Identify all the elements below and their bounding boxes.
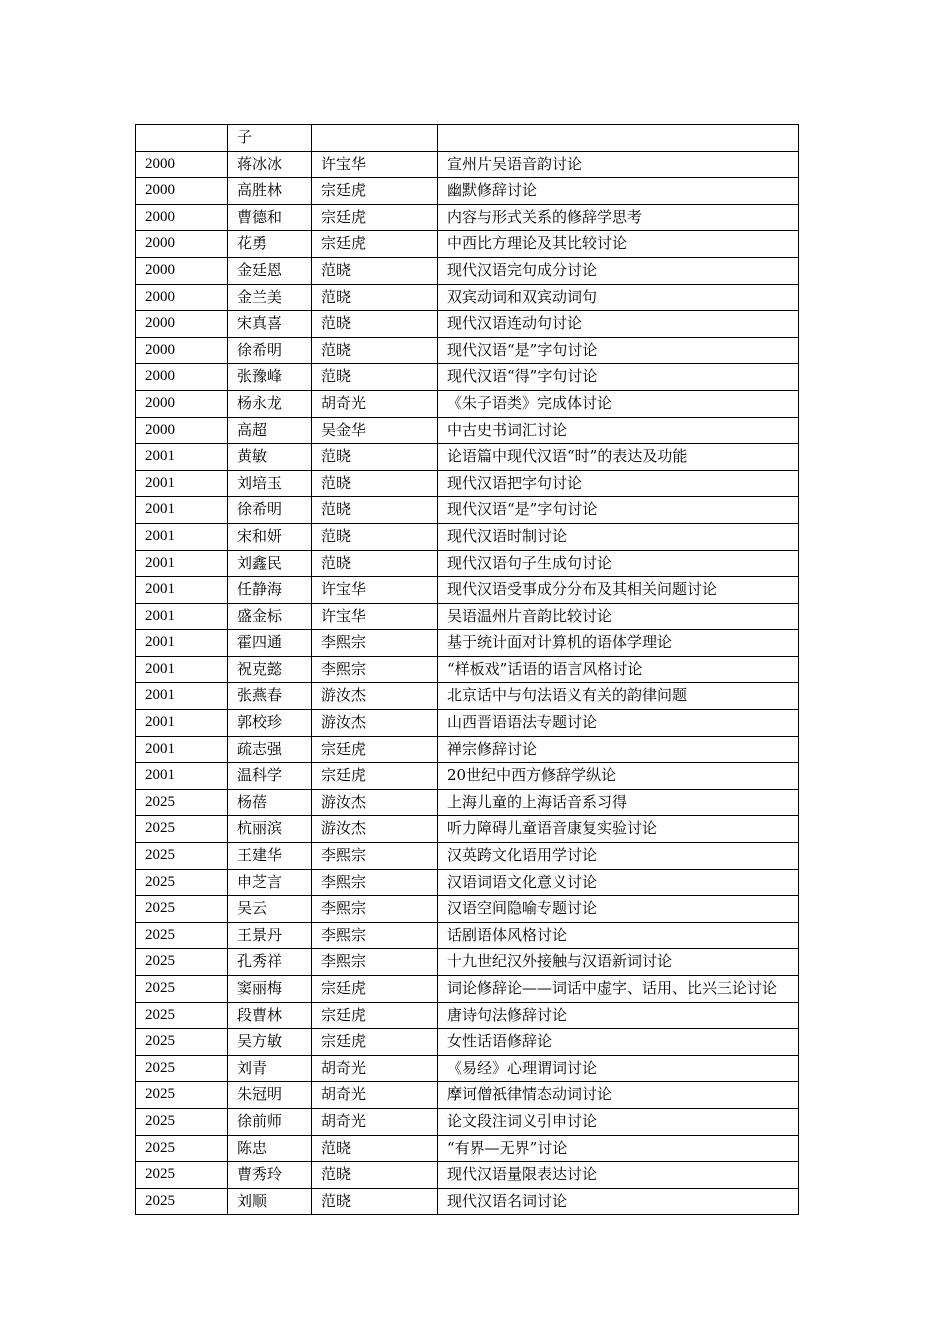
title-cell: 内容与形式关系的修辞学思考: [438, 204, 799, 231]
title-cell: “有界—无界”讨论: [438, 1135, 799, 1162]
advisor-cell: 宗廷虎: [312, 178, 438, 205]
table-row: [136, 603, 799, 630]
table-row: [136, 710, 799, 737]
year-cell: 2000: [136, 151, 228, 178]
year-cell: [136, 125, 228, 152]
year-cell: 2001: [136, 444, 228, 471]
thesis-table: [135, 124, 799, 1215]
table-row: [136, 284, 799, 311]
advisor-cell: 范晓: [312, 1162, 438, 1189]
table-row: [136, 922, 799, 949]
author-cell: 吴方敏: [228, 1029, 312, 1056]
year-cell: 2025: [136, 843, 228, 870]
advisor-cell: 范晓: [312, 337, 438, 364]
year-cell: 2001: [136, 736, 228, 763]
table-row: [136, 656, 799, 683]
title-cell: 现代汉语连动句讨论: [438, 311, 799, 338]
advisor-cell: 游汝杰: [312, 789, 438, 816]
advisor-cell: 范晓: [312, 497, 438, 524]
year-cell: 2000: [136, 231, 228, 258]
title-cell: 双宾动词和双宾动词句: [438, 284, 799, 311]
table-row: [136, 1135, 799, 1162]
title-cell: 现代汉语名词讨论: [438, 1188, 799, 1215]
table-row: [136, 1002, 799, 1029]
title-cell: 北京话中与句法语义有关的韵律问题: [438, 683, 799, 710]
advisor-cell: 宗廷虎: [312, 736, 438, 763]
author-cell: 宋和妍: [228, 523, 312, 550]
author-cell: 任静海: [228, 577, 312, 604]
author-cell: 霍四通: [228, 630, 312, 657]
author-cell: 黄敏: [228, 444, 312, 471]
title-cell: 中古史书词汇讨论: [438, 417, 799, 444]
year-cell: 2000: [136, 311, 228, 338]
table-body: [136, 125, 799, 1215]
title-cell: 基于统计面对计算机的语体学理论: [438, 630, 799, 657]
author-cell: 徐前师: [228, 1108, 312, 1135]
advisor-cell: 游汝杰: [312, 683, 438, 710]
year-cell: 2001: [136, 710, 228, 737]
advisor-cell: 宗廷虎: [312, 1002, 438, 1029]
author-cell: 申芝言: [228, 869, 312, 896]
author-cell: 王建华: [228, 843, 312, 870]
author-cell: 窦丽梅: [228, 976, 312, 1003]
title-cell: 现代汉语句子生成句讨论: [438, 550, 799, 577]
advisor-cell: 宗廷虎: [312, 976, 438, 1003]
year-cell: 2025: [136, 1188, 228, 1215]
title-cell: 20世纪中西方修辞学纵论: [438, 763, 799, 790]
title-cell: 听力障碍儿童语音康复实验讨论: [438, 816, 799, 843]
title-cell: 中西比方理论及其比较讨论: [438, 231, 799, 258]
table-row: [136, 364, 799, 391]
author-cell: 祝克懿: [228, 656, 312, 683]
title-cell: 现代汉语把字句讨论: [438, 470, 799, 497]
year-cell: 2001: [136, 550, 228, 577]
year-cell: 2025: [136, 816, 228, 843]
advisor-cell: 吴金华: [312, 417, 438, 444]
title-cell: 山西晋语语法专题讨论: [438, 710, 799, 737]
table-row: [136, 1188, 799, 1215]
table-row: [136, 151, 799, 178]
author-cell: 王景丹: [228, 922, 312, 949]
author-cell: 孔秀祥: [228, 949, 312, 976]
title-cell: 现代汉语“得”字句讨论: [438, 364, 799, 391]
author-cell: 曹德和: [228, 204, 312, 231]
title-cell: 论文段注词义引申讨论: [438, 1108, 799, 1135]
author-cell: 吴云: [228, 896, 312, 923]
table-row: [136, 1162, 799, 1189]
author-cell: 张燕春: [228, 683, 312, 710]
author-cell: 杭丽滨: [228, 816, 312, 843]
author-cell: 徐希明: [228, 497, 312, 524]
title-cell: 汉语词语文化意义讨论: [438, 869, 799, 896]
author-cell: 刘培玉: [228, 470, 312, 497]
advisor-cell: 李熙宗: [312, 656, 438, 683]
title-cell: 论语篇中现代汉语“时”的表达及功能: [438, 444, 799, 471]
table-row: [136, 976, 799, 1003]
year-cell: 2000: [136, 284, 228, 311]
author-cell: 花勇: [228, 231, 312, 258]
author-cell: 高胜林: [228, 178, 312, 205]
title-cell: 汉语空间隐喻专题讨论: [438, 896, 799, 923]
advisor-cell: 李熙宗: [312, 922, 438, 949]
title-cell: 幽默修辞讨论: [438, 178, 799, 205]
title-cell: 十九世纪汉外接触与汉语新词讨论: [438, 949, 799, 976]
year-cell: 2000: [136, 417, 228, 444]
advisor-cell: 胡奇光: [312, 1108, 438, 1135]
table-row: [136, 311, 799, 338]
table-row: [136, 1108, 799, 1135]
author-cell: 子: [228, 125, 312, 152]
title-cell: 女性话语修辞论: [438, 1029, 799, 1056]
year-cell: 2001: [136, 603, 228, 630]
year-cell: 2001: [136, 523, 228, 550]
title-cell: 禅宗修辞讨论: [438, 736, 799, 763]
year-cell: 2000: [136, 178, 228, 205]
title-cell: 现代汉语完句成分讨论: [438, 257, 799, 284]
table-row: [136, 1082, 799, 1109]
table-row: [136, 736, 799, 763]
table-row: [136, 949, 799, 976]
title-cell: 词论修辞论——词话中虚字、话用、比兴三论讨论: [438, 976, 799, 1003]
table-row: [136, 417, 799, 444]
table-row: [136, 523, 799, 550]
title-cell: 现代汉语“是”字句讨论: [438, 497, 799, 524]
table-row: [136, 550, 799, 577]
advisor-cell: 宗廷虎: [312, 763, 438, 790]
author-cell: 温科学: [228, 763, 312, 790]
advisor-cell: 范晓: [312, 550, 438, 577]
author-cell: 张豫峰: [228, 364, 312, 391]
author-cell: 疏志强: [228, 736, 312, 763]
year-cell: 2001: [136, 470, 228, 497]
table-row: [136, 816, 799, 843]
year-cell: 2000: [136, 390, 228, 417]
table-row: [136, 1055, 799, 1082]
year-cell: 2001: [136, 630, 228, 657]
year-cell: 2025: [136, 1135, 228, 1162]
title-cell: 现代汉语受事成分分布及其相关问题讨论: [438, 577, 799, 604]
table-row: [136, 630, 799, 657]
advisor-cell: 范晓: [312, 311, 438, 338]
author-cell: 杨蓓: [228, 789, 312, 816]
title-cell: [438, 125, 799, 152]
title-cell: 话剧语体风格讨论: [438, 922, 799, 949]
year-cell: 2025: [136, 789, 228, 816]
advisor-cell: 李熙宗: [312, 949, 438, 976]
table-row: [136, 1029, 799, 1056]
year-cell: 2000: [136, 337, 228, 364]
author-cell: 杨永龙: [228, 390, 312, 417]
advisor-cell: 胡奇光: [312, 390, 438, 417]
advisor-cell: 胡奇光: [312, 1082, 438, 1109]
table-row: [136, 470, 799, 497]
table-row: [136, 789, 799, 816]
title-cell: 摩诃僧祇律情态动词讨论: [438, 1082, 799, 1109]
year-cell: 2001: [136, 683, 228, 710]
table-row: [136, 869, 799, 896]
table-row: [136, 390, 799, 417]
author-cell: 曹秀玲: [228, 1162, 312, 1189]
year-cell: 2025: [136, 949, 228, 976]
advisor-cell: 李熙宗: [312, 843, 438, 870]
title-cell: 《朱子语类》完成体讨论: [438, 390, 799, 417]
year-cell: 2025: [136, 922, 228, 949]
advisor-cell: 范晓: [312, 444, 438, 471]
table-row: [136, 178, 799, 205]
title-cell: 《易经》心理谓词讨论: [438, 1055, 799, 1082]
author-cell: 金廷恩: [228, 257, 312, 284]
advisor-cell: 范晓: [312, 1188, 438, 1215]
advisor-cell: 李熙宗: [312, 630, 438, 657]
advisor-cell: 李熙宗: [312, 869, 438, 896]
year-cell: 2001: [136, 656, 228, 683]
author-cell: 金兰美: [228, 284, 312, 311]
advisor-cell: 许宝华: [312, 577, 438, 604]
year-cell: 2000: [136, 204, 228, 231]
advisor-cell: 游汝杰: [312, 710, 438, 737]
advisor-cell: 范晓: [312, 364, 438, 391]
year-cell: 2000: [136, 364, 228, 391]
advisor-cell: 李熙宗: [312, 896, 438, 923]
advisor-cell: 范晓: [312, 1135, 438, 1162]
title-cell: 现代汉语量限表达讨论: [438, 1162, 799, 1189]
title-cell: 上海儿童的上海话音系习得: [438, 789, 799, 816]
year-cell: 2025: [136, 1029, 228, 1056]
author-cell: 高超: [228, 417, 312, 444]
title-cell: 现代汉语“是”字句讨论: [438, 337, 799, 364]
advisor-cell: 宗廷虎: [312, 1029, 438, 1056]
year-cell: 2000: [136, 257, 228, 284]
title-cell: 吴语温州片音韵比较讨论: [438, 603, 799, 630]
author-cell: 朱冠明: [228, 1082, 312, 1109]
author-cell: 徐希明: [228, 337, 312, 364]
author-cell: 段曹林: [228, 1002, 312, 1029]
title-cell: “样板戏”话语的语言风格讨论: [438, 656, 799, 683]
advisor-cell: 范晓: [312, 284, 438, 311]
table-row: [136, 896, 799, 923]
table-row: [136, 204, 799, 231]
year-cell: 2001: [136, 763, 228, 790]
advisor-cell: 宗廷虎: [312, 231, 438, 258]
advisor-cell: 范晓: [312, 257, 438, 284]
author-cell: 陈忠: [228, 1135, 312, 1162]
table-row: [136, 497, 799, 524]
year-cell: 2001: [136, 577, 228, 604]
author-cell: 郭校珍: [228, 710, 312, 737]
year-cell: 2025: [136, 976, 228, 1003]
advisor-cell: [312, 125, 438, 152]
table-row: [136, 444, 799, 471]
title-cell: 宣州片吴语音韵讨论: [438, 151, 799, 178]
advisor-cell: 胡奇光: [312, 1055, 438, 1082]
author-cell: 刘鑫民: [228, 550, 312, 577]
year-cell: 2025: [136, 1108, 228, 1135]
author-cell: 宋真喜: [228, 311, 312, 338]
advisor-cell: 宗廷虎: [312, 204, 438, 231]
author-cell: 蒋冰冰: [228, 151, 312, 178]
table-row: [136, 125, 799, 152]
table-row: [136, 843, 799, 870]
year-cell: 2001: [136, 497, 228, 524]
year-cell: 2025: [136, 1002, 228, 1029]
year-cell: 2025: [136, 1082, 228, 1109]
year-cell: 2025: [136, 869, 228, 896]
year-cell: 2025: [136, 1055, 228, 1082]
table-row: [136, 231, 799, 258]
advisor-cell: 范晓: [312, 523, 438, 550]
advisor-cell: 许宝华: [312, 151, 438, 178]
author-cell: 刘顺: [228, 1188, 312, 1215]
author-cell: 刘青: [228, 1055, 312, 1082]
table-row: [136, 683, 799, 710]
table-row: [136, 257, 799, 284]
title-cell: 唐诗句法修辞讨论: [438, 1002, 799, 1029]
advisor-cell: 范晓: [312, 470, 438, 497]
table-row: [136, 763, 799, 790]
year-cell: 2025: [136, 1162, 228, 1189]
table-row: [136, 337, 799, 364]
title-cell: 汉英跨文化语用学讨论: [438, 843, 799, 870]
table-row: [136, 577, 799, 604]
advisor-cell: 许宝华: [312, 603, 438, 630]
advisor-cell: 游汝杰: [312, 816, 438, 843]
year-cell: 2025: [136, 896, 228, 923]
title-cell: 现代汉语时制讨论: [438, 523, 799, 550]
author-cell: 盛金标: [228, 603, 312, 630]
